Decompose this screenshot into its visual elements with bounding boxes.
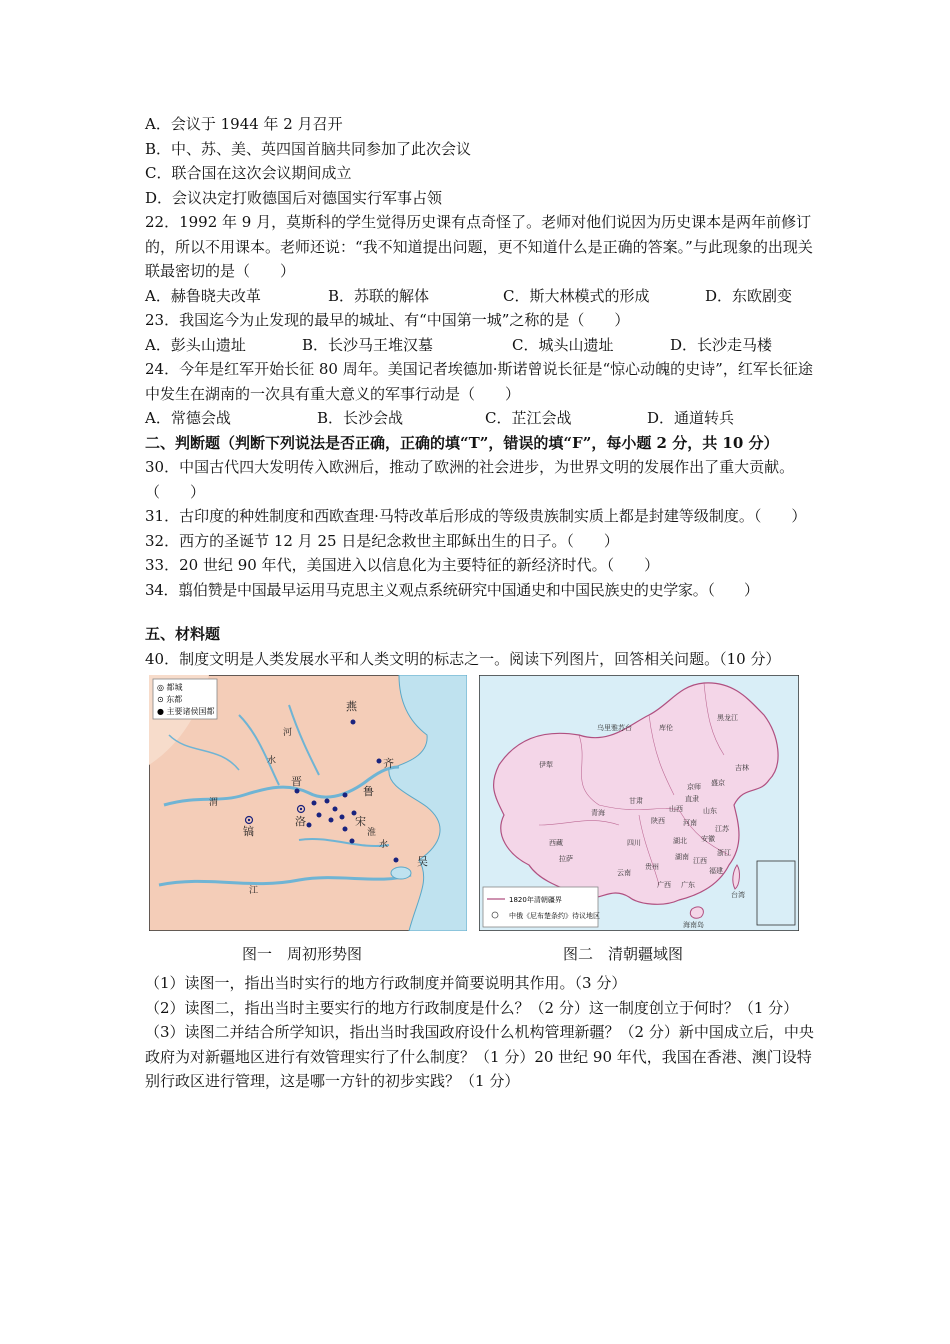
q24-stem: 24．今年是红军开始长征 80 周年。美国记者埃德加·斯诺曾说长征是“惊心动魄的史诗”，红军长征途中发生在湖南的一次具有重大意义的军事行动是（ ）: [145, 360, 813, 403]
map2-label-fujian: 福建: [709, 867, 723, 875]
q22-stem: 22．1992 年 9 月，莫斯科的学生觉得历史课有点奇怪了。老师对他们说因为历史课本是两年前修订的，所以不用课本。老师还说：“我不知道提出问题，更不知道什么是正确的答案。”与此现象的出现关联最密切的是（ ）: [145, 213, 813, 280]
exam-page: [145, 112, 815, 1094]
map1-label-luo: 洛: [295, 815, 306, 828]
q32: 32．西方的圣诞节 12 月 25 日是纪念救世主耶稣出生的日子。（ ）: [145, 531, 619, 550]
q30: 30．中国古代四大发明传入欧洲后，推动了欧洲的社会进步，为世界文明的发展作出了重大贡献。（ ）: [145, 458, 795, 501]
map2-label-shengjing: 盛京: [711, 779, 725, 787]
q40-sub2: （2）读图二，指出当时主要实行的地方行政制度是什么？（2 分）这一制度创立于何时？（1 分）: [145, 998, 799, 1017]
q23-option-c: C．城头山遗址: [512, 335, 614, 354]
q23-stem: 23．我国迄今为止发现的最早的城址、有“中国第一城”之称的是（ ）: [145, 311, 630, 329]
section5-heading: 五、材料题: [145, 625, 221, 643]
map1-label-lu: 鲁: [363, 785, 374, 798]
map2-label-henan: 河南: [683, 819, 697, 827]
map2-label-taiwan: 台湾: [731, 891, 745, 899]
q40-sub3: （3）读图二并结合所学知识，指出当时我国政府设什么机构管理新疆？（2 分）新中国成立后，中央政府为对新疆地区进行有效管理实行了什么制度？（1 分）20 世纪 90 年代，我国在香港、澳门设特别行政区进行管理，这是哪一方针的初步实践？（1 分）: [145, 1023, 814, 1090]
q22-options: [145, 284, 815, 309]
map2-label-shanxi: 山西: [669, 805, 683, 813]
map1-label-jiang: 江: [249, 886, 259, 896]
fig2-caption: 图二 清朝疆域图: [563, 945, 684, 963]
q21-option-a: A．会议于 1944 年 2 月召开: [145, 115, 343, 133]
map1-label-yan: 燕: [346, 700, 357, 713]
map2-label-guangxi: 广西: [657, 881, 671, 889]
q24-option-d: D．通道转兵: [647, 409, 735, 427]
qing-map-figure: [479, 675, 799, 931]
map2-label-gansu: 甘肃: [629, 797, 643, 805]
fig1-caption: 图一 周初形势图: [242, 945, 363, 963]
map2-label-qinghai: 青海: [591, 809, 605, 817]
map1-label-song: 宋: [355, 815, 366, 828]
q22-option-b: B．苏联的解体: [328, 286, 430, 305]
map1-label-wei: 渭: [209, 798, 219, 808]
map1-label-he: 河: [283, 728, 293, 738]
map2-label-lhasa: 拉萨: [559, 855, 573, 863]
q23-option-b: B．长沙马王堆汉墓: [302, 335, 434, 354]
map1-label-shui: 水: [267, 756, 277, 766]
map1-label-wu: 吴: [417, 855, 428, 868]
map1-legend-east-capital: ⊙ 东都: [157, 695, 183, 704]
q33: 33．20 世纪 90 年代，美国进入以信息化为主要特征的新经济时代。（ ）: [145, 556, 660, 574]
map1-label-huai: 淮: [367, 828, 377, 838]
q21-option-d: D．会议决定打败德国后对德国实行军事占领: [145, 188, 443, 207]
map2-label-kulun: 库伦: [659, 724, 673, 732]
figures: [145, 675, 815, 1001]
map2-label-zhejiang: 浙江: [717, 849, 731, 857]
q24-option-c: C．芷江会战: [485, 409, 572, 427]
map2-label-hunan: 湖南: [675, 853, 689, 861]
section2-heading: 二、判断题（判断下列说法是否正确，正确的填“T”，错误的填“F”，每小题 2 分，共 10 分）: [145, 433, 779, 452]
map2-legend-border: 1820年清朝疆界: [509, 896, 562, 904]
map2-label-sichuan: 四川: [627, 839, 641, 847]
map2-label-zhili: 直隶: [685, 795, 699, 803]
map2-label-shandong: 山东: [703, 807, 717, 815]
q22-option-a: A．赫鲁晓夫改革: [145, 286, 261, 305]
q23-option-a: A．彭头山遗址: [145, 335, 246, 354]
q40-sub1: （1）读图一，指出当时实行的地方行政制度并简要说明其作用。（3 分）: [145, 974, 627, 992]
map2-label-yili: 伊犁: [539, 761, 553, 769]
map2-legend-nerchinsk: 中俄《尼布楚条约》待议地区: [509, 912, 600, 920]
zhou-map-figure: [149, 675, 467, 931]
map1-legend-vassal: ● 主要诸侯国都: [157, 707, 215, 716]
q34: 34．翦伯赞是中国最早运用马克思主义观点系统研究中国通史和中国民族史的史学家。（ ）: [145, 580, 759, 599]
map2-label-hubei: 湖北: [673, 837, 687, 845]
q24-option-a: A．常德会战: [145, 409, 231, 427]
map1-label-shui2: 水: [379, 840, 389, 850]
q21-option-b: B．中、苏、美、英四国首脑共同参加了此次会议: [145, 139, 472, 158]
map2-label-anhui: 安徽: [701, 835, 715, 843]
map2-label-jiangxi: 江西: [693, 857, 707, 865]
map2-label-jingshi: 京师: [687, 783, 701, 791]
q21-option-c: C．联合国在这次会议期间成立: [145, 164, 352, 182]
map2-label-xizang: 西藏: [549, 839, 563, 847]
map2-label-guizhou: 贵州: [645, 863, 659, 871]
map2-label-jilin: 吉林: [735, 764, 749, 772]
map2-label-jiangsu: 江苏: [715, 825, 729, 833]
map2-label-guangdong: 广东: [681, 881, 695, 889]
q24-options: [145, 406, 815, 431]
map2-label-heilongjiang: 黑龙江: [717, 714, 738, 722]
q22-option-c: C．斯大林模式的形成: [503, 286, 650, 305]
map2-label-hainan: 海南岛: [683, 921, 704, 929]
map2-label-yunnan: 云南: [617, 869, 631, 877]
map1-legend-capital: ◎ 都城: [157, 683, 183, 692]
q40-stem: 40．制度文明是人类发展水平和人类文明的标志之一。阅读下列图片，回答相关问题。（10 分）: [145, 649, 781, 668]
q23-option-d: D．长沙走马楼: [670, 335, 773, 354]
map1-label-jin: 晋: [291, 775, 302, 788]
map2-label-shaanxi: 陕西: [651, 817, 665, 825]
q23-options: [145, 333, 815, 358]
map2-label-uliastai: 乌里雅苏台: [597, 724, 632, 732]
map1-label-hao: 镐: [243, 825, 254, 838]
q31: 31．古印度的种姓制度和西欧查理·马特改革后形成的等级贵族制实质上都是封建等级制度。（ ）: [145, 507, 807, 525]
q22-option-d: D．东欧剧变: [705, 286, 793, 305]
q24-option-b: B．长沙会战: [317, 409, 404, 427]
map1-label-qi: 齐: [383, 757, 394, 770]
